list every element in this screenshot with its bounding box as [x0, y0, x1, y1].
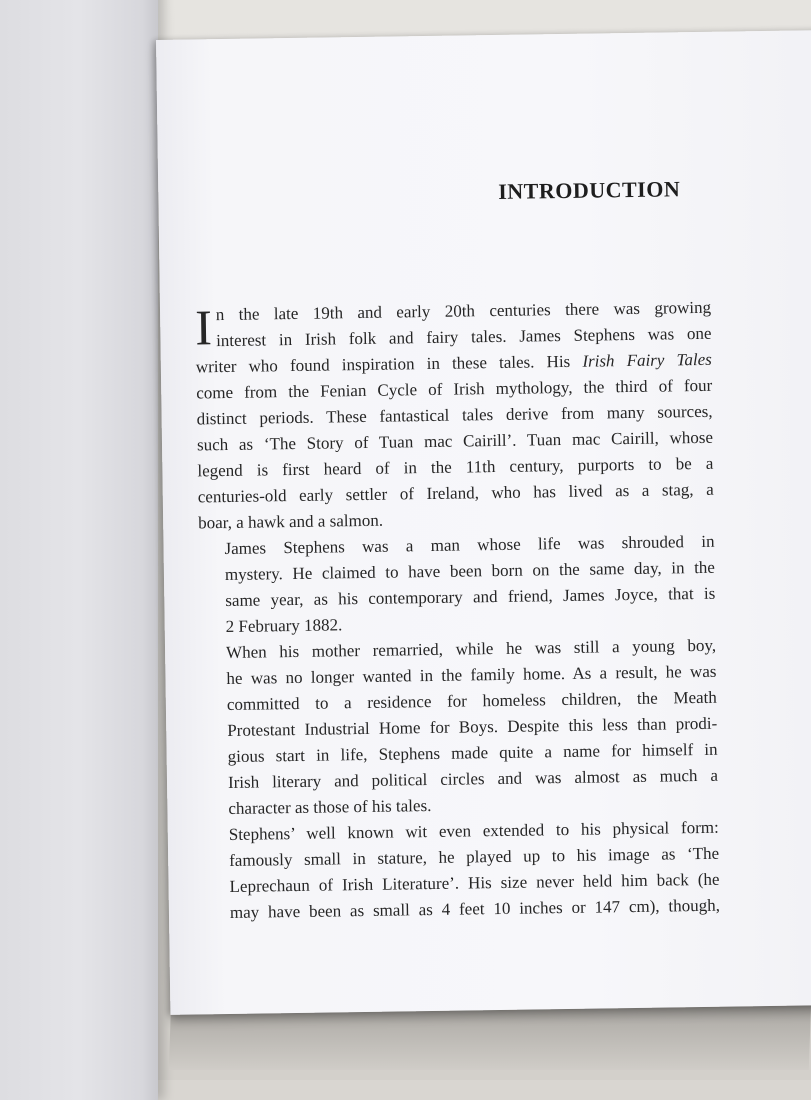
text-line: boar, a hawk and a salmon. — [198, 510, 384, 533]
text-line: character as those of his tales. — [228, 796, 432, 819]
text-line: may have been as small as 4 feet 10 inches or 147 cm), though, — [229, 895, 721, 922]
paragraph-3 — [200, 633, 719, 823]
text-line: mystery. He claimed to have been born on the same day, in the — [224, 557, 716, 585]
book-title: Irish Fairy Tales — [582, 349, 712, 371]
text-line: 2 February 1882. — [225, 615, 343, 637]
chapter-heading: INTRODUCTION — [498, 176, 681, 204]
paragraph-1 — [195, 295, 714, 537]
text-line: Stephens’ well known wit even extended to his physical form: — [228, 817, 719, 845]
paragraph-2 — [198, 529, 715, 641]
body-text — [195, 295, 720, 927]
text-line: n the late 19th and early 20th centuries there was growing — [215, 297, 712, 325]
text-line: When his mother remarried, while he was still a young boy, — [225, 635, 717, 663]
text-line: James Stephens was a man whose life was shrouded in — [224, 531, 715, 559]
text-line: Leprechaun of Irish Literature’. His size never held him back (he — [229, 869, 720, 897]
text-line: Irish literary and political circles and was almost as much a — [227, 765, 719, 793]
text-line: Protestant Industrial Home for Boys. Despite this less than prodi- — [227, 713, 718, 741]
text-line: famously small in stature, he played up to his image as ‘The — [229, 843, 720, 871]
text-line: same year, as his contemporary and friend, James Joyce, that is — [225, 583, 716, 611]
text-line: gious start in life, Stephens made quite a name for himself in — [227, 739, 718, 767]
text-line: centuries-old early settler of Ireland, who has lived as a stag, a — [197, 479, 714, 507]
text-line: distinct periods. These fantastical tales derive from many sources, — [196, 401, 713, 429]
text-line: come from the Fenian Cycle of Irish mythology, the third of four — [196, 375, 713, 403]
text-line: such as ‘The Story of Tuan mac Cairill’. Tuan mac Cairill, whose — [196, 427, 714, 455]
text-segment: writer who found inspiration in these tales. His — [195, 351, 583, 377]
text-line: he was no longer wanted in the family home. As a result, he was — [226, 661, 717, 689]
text-line: interest in Irish folk and fairy tales. James Stephens was one — [215, 323, 712, 351]
text-line: legend is first heard of in the 11th century, purports to be a — [197, 453, 714, 481]
drop-cap: I — [194, 299, 213, 356]
paragraph-4 — [203, 815, 720, 927]
book-page — [156, 30, 811, 1015]
left-page — [0, 0, 158, 1100]
text-line: committed to a residence for homeless children, the Meath — [226, 687, 717, 715]
